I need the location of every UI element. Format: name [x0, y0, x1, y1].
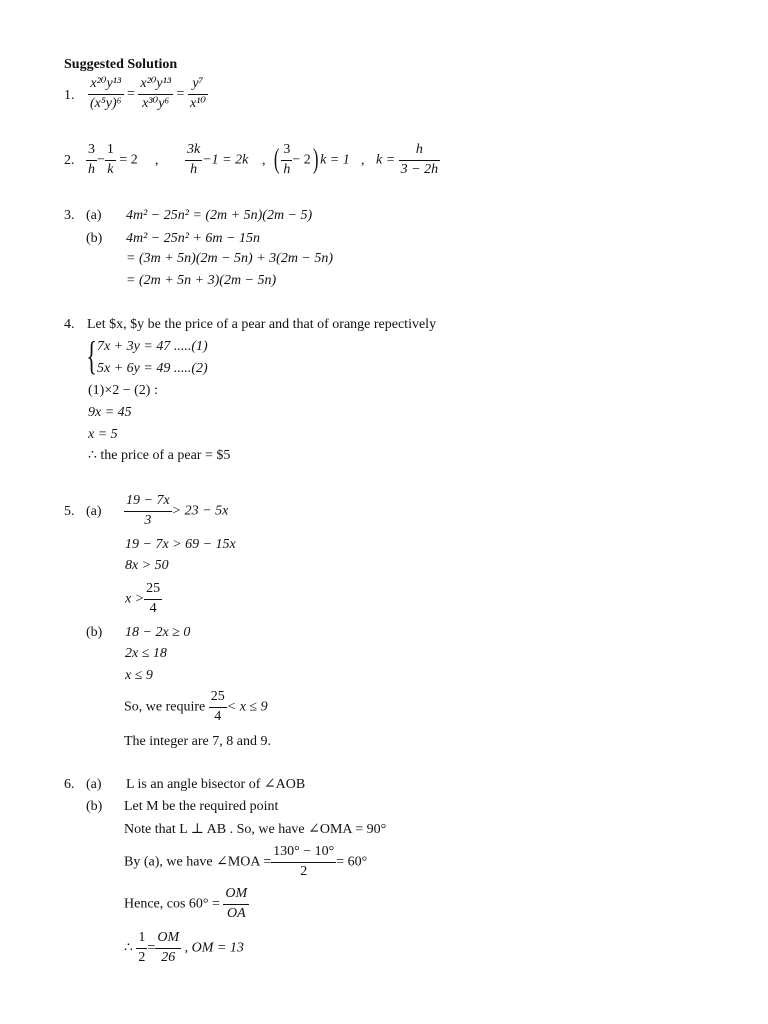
q6-hence-head: Hence, cos 60° = — [124, 896, 220, 912]
q5-a-last-den: 4 — [149, 600, 157, 616]
q5-b-line-2: 2x ≤ 18 — [125, 646, 167, 661]
q6-hence — [124, 887, 249, 921]
q4-line-3: x = 5 — [88, 427, 118, 442]
q2-part1: $\frac{3}{h}$ − $\frac{1}{k}$ = 2 — [88, 142, 138, 177]
q6-final-eq: = — [147, 940, 156, 956]
q6-b-text: Let M be the required point — [124, 799, 279, 814]
page-title: Suggested Solution — [64, 57, 178, 72]
q6-by-a — [124, 845, 367, 879]
q5-conclusion: The integer are 7, 8 and 9. — [124, 734, 271, 749]
q5-b-line-1: 18 − 2x ≥ 0 — [125, 625, 191, 640]
q4-eq1: 7x + 3y = 47 .....(1) — [97, 339, 208, 354]
q2-part2 — [185, 143, 248, 177]
q5-b-line-3: x ≤ 9 — [125, 668, 153, 683]
q2-p1-b-den: k — [107, 161, 114, 177]
q2-sep-3: , — [361, 153, 365, 168]
q5-req-num: 25 — [209, 690, 227, 708]
q3-a-text: 4m² − 25n² = (2m + 5n)(2m − 5) — [126, 208, 313, 223]
q1-mid-denominator: x³⁰y⁶ — [142, 95, 170, 111]
q3-b-line-3: = (2m + 5n + 3)(2m − 5n) — [126, 273, 277, 288]
q6-final — [124, 931, 244, 965]
q6-final-b-num: OM — [155, 931, 181, 949]
q4-line-4: ∴ the price of a pear = $5 — [88, 448, 231, 463]
q1-lhs-denominator: (x⁵y)⁶ — [90, 95, 122, 111]
q4-number: 4. — [64, 317, 75, 332]
q2-p1-a-num: 3 — [86, 143, 97, 161]
q4-brace: { — [86, 333, 97, 378]
q2-p4-num: h — [399, 143, 440, 161]
q5-a-last-num: 25 — [144, 582, 162, 600]
q5-number: 5. — [64, 504, 75, 519]
q2-p4-head: k = — [376, 152, 396, 168]
q1-number: 1. — [64, 88, 75, 103]
q5-a-frac-den: 3 — [144, 512, 152, 528]
q6-final-b-den: 26 — [161, 949, 176, 965]
q6-hence-num: OM — [223, 887, 249, 905]
q6-by-tail: = 60° — [336, 854, 368, 870]
q5-requirement — [124, 690, 268, 724]
q5-a-inequality — [124, 494, 228, 528]
q6-number: 6. — [64, 777, 75, 792]
q5-a-line-1: 19 − 7x > 69 − 15x — [125, 537, 236, 552]
q2-part3: ( $\frac{3}{h}$ − 2) k = 1 — [273, 142, 350, 177]
q6-by-den: 2 — [300, 863, 308, 879]
q1-lhs-numerator: x²⁰y¹³ — [88, 77, 124, 95]
q2-sep-2: , — [262, 153, 266, 168]
q2-number: 2. — [64, 153, 75, 168]
q3-b-label: (b) — [86, 231, 103, 246]
q3-number: 3. — [64, 208, 75, 223]
q3-b-line-2: = (3m + 5n)(2m − 5n) + 3(2m − 5n) — [126, 251, 334, 266]
q4-line-1: (1)×2 − (2) : — [88, 383, 158, 398]
q2-part4 — [376, 143, 440, 177]
q5-a-line-3 — [125, 582, 162, 616]
q3-b-line-1: 4m² − 25n² + 6m − 15n — [126, 231, 260, 246]
q5-a-frac-tail: > 23 − 5x — [171, 503, 229, 519]
q2-p1-a-den: h — [88, 161, 95, 177]
q6-final-a-den: 2 — [138, 949, 146, 965]
q4-eq2: 5x + 6y = 49 .....(2) — [97, 361, 208, 376]
q5-a-last-head: x > — [125, 591, 145, 607]
q3-a-label: (a) — [86, 208, 102, 223]
q6-a-text: L is an angle bisector of ∠AOB — [126, 777, 306, 792]
q2-p2-num: 3k — [185, 143, 202, 161]
q6-note: Note that L ⊥ AB . So, we have ∠OMA = 90° — [124, 822, 387, 837]
q1-expression: $\frac{\text{x²⁰y¹³}}{\text{(x⁵y)⁶}}$ = $\frac{\text{x²⁰y¹³}}{\text{x³⁰y⁶}}$ = $\frac{\text{y⁷}}{\text{x¹⁰}}$ — [90, 76, 206, 111]
q6-b-label: (b) — [86, 799, 103, 814]
q2-p3-tail: k = 1 — [320, 152, 350, 168]
q2-p2-den: h — [190, 161, 198, 177]
q1-rhs-denominator: x¹⁰ — [189, 95, 206, 111]
q6-by-num: 130° − 10° — [271, 845, 336, 863]
q2-sep-1: , — [155, 153, 159, 168]
q2-p1-tail: = 2 — [119, 152, 138, 168]
q5-req-den: 4 — [214, 708, 222, 724]
q1-rhs-numerator: y⁷ — [188, 77, 208, 95]
q5-a-frac-num: 19 − 7x — [124, 494, 172, 512]
q6-hence-den: OA — [226, 905, 246, 921]
q2-p4-den: 3 − 2h — [400, 161, 439, 177]
q2-p2-tail: −1 = 2k — [202, 152, 249, 168]
q5-req-head: So, we require — [124, 699, 206, 715]
q2-p1-b-num: 1 — [105, 143, 116, 161]
q2-p3-den: h — [283, 161, 291, 177]
q5-a-label: (a) — [86, 504, 102, 519]
q6-by-head: By (a), we have ∠MOA = — [124, 854, 272, 870]
q1-mid-numerator: x²⁰y¹³ — [138, 77, 173, 95]
q6-a-label: (a) — [86, 777, 102, 792]
q2-p3-num: 3 — [281, 143, 292, 161]
q4-line-2: 9x = 45 — [88, 405, 132, 420]
q6-final-tail: , OM = 13 — [184, 940, 244, 956]
q5-a-line-2: 8x > 50 — [125, 558, 169, 573]
q5-req-tail: < x ≤ 9 — [226, 699, 268, 715]
q6-final-therefore: ∴ — [124, 940, 133, 956]
q6-final-a-num: 1 — [136, 931, 147, 949]
q5-b-label: (b) — [86, 625, 103, 640]
q4-intro: Let $x, $y be the price of a pear and that of orange repectively — [87, 317, 437, 332]
